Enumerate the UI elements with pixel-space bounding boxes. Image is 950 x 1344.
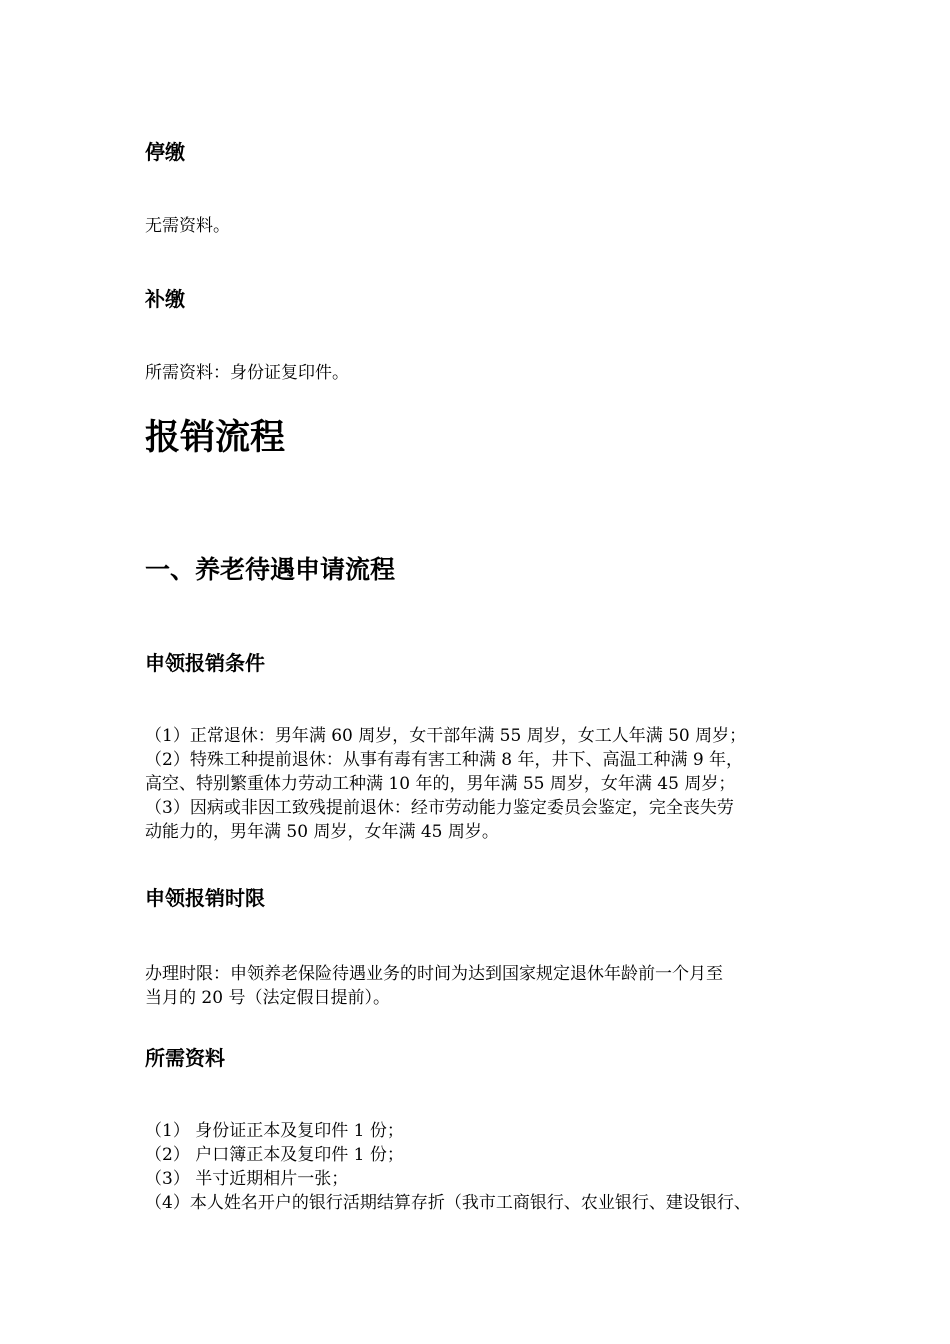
materials-list — [145, 1119, 751, 1215]
materials-item: （2） 户口簿正本及复印件 1 份； — [145, 1145, 404, 1165]
heading-materials: 所需资料 — [145, 1046, 225, 1070]
heading-conditions: 申领报销条件 — [145, 651, 265, 675]
pension-section-title: 一、养老待遇申请流程 — [145, 555, 396, 584]
time-limit-line: 办理时限：申领养老保险待遇业务的时间为达到国家规定退休年龄前一个月至 — [145, 964, 723, 984]
materials-item: （3） 半寸近期相片一张； — [145, 1169, 349, 1189]
time-limit-paragraph — [145, 962, 723, 1010]
heading-supplementary-payment: 补缴 — [145, 287, 185, 311]
supplementary-payment-text: 所需资料：身份证复印件。 — [145, 363, 349, 383]
heading-stop-payment: 停缴 — [145, 140, 185, 164]
conditions-line: （2）特殊工种提前退休：从事有毒有害工种满 8 年，井下、高温工种满 9 年， — [145, 750, 744, 770]
stop-payment-text: 无需资料。 — [145, 216, 230, 236]
conditions-line: 动能力的，男年满 50 周岁，女年满 45 周岁。 — [145, 822, 499, 842]
conditions-line: 高空、特别繁重体力劳动工种满 10 年的，男年满 55 周岁，女年满 45 周岁； — [145, 774, 736, 794]
time-limit-line: 当月的 20 号（法定假日提前）。 — [145, 988, 390, 1008]
conditions-line: （3）因病或非因工致残提前退休：经市劳动能力鉴定委员会鉴定，完全丧失劳 — [145, 798, 734, 818]
heading-time-limit: 申领报销时限 — [145, 886, 265, 910]
conditions-line: （1）正常退休：男年满 60 周岁，女干部年满 55 周岁，女工人年满 50 周岁； — [145, 726, 747, 746]
materials-item: （4）本人姓名开户的银行活期结算存折（我市工商银行、农业银行、建设银行、 — [145, 1193, 751, 1213]
main-title: 报销流程 — [145, 418, 286, 458]
materials-item: （1） 身份证正本及复印件 1 份； — [145, 1121, 404, 1141]
conditions-paragraph — [145, 724, 746, 844]
